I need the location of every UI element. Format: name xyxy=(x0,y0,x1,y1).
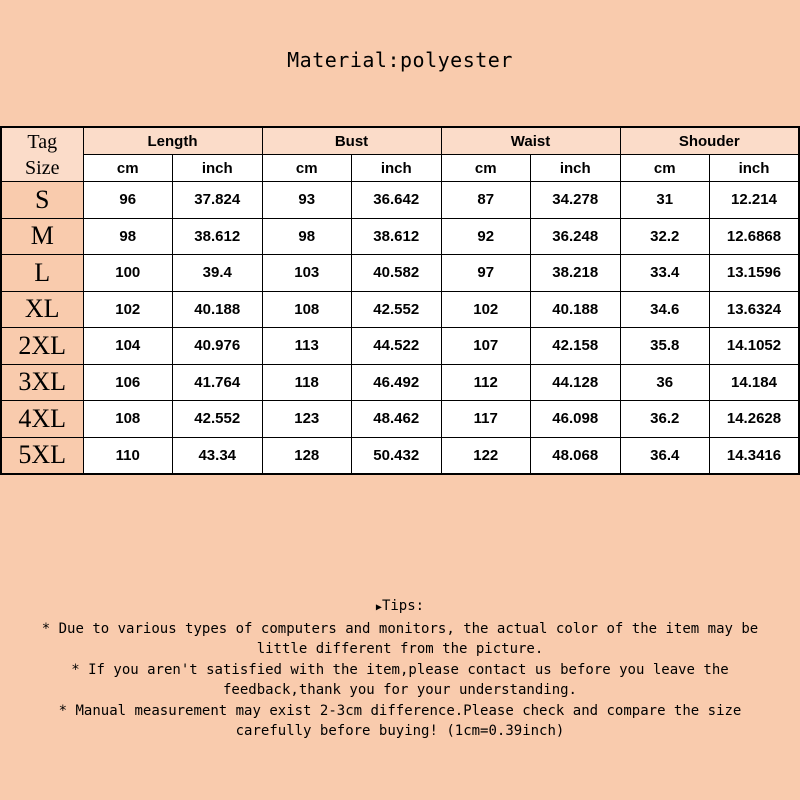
shoulder-cm-cell: 36 xyxy=(620,364,710,401)
unit-inch: inch xyxy=(710,155,800,182)
waist-inch-cell: 44.128 xyxy=(531,364,621,401)
size-label: 5XL xyxy=(1,437,83,474)
length-cm-cell: 102 xyxy=(83,291,173,328)
bust-cm-cell: 118 xyxy=(262,364,352,401)
size-label: XL xyxy=(1,291,83,328)
length-inch-cell: 40.976 xyxy=(173,328,263,365)
tip-line: feedback,thank you for your understanding. xyxy=(222,682,577,698)
length-cm-cell: 108 xyxy=(83,401,173,438)
shoulder-header: Shouder xyxy=(620,127,799,155)
waist-cm-cell: 102 xyxy=(441,291,531,328)
bust-inch-cell: 50.432 xyxy=(352,437,442,474)
shoulder-inch-cell: 12.214 xyxy=(710,182,800,219)
length-cm-cell: 106 xyxy=(83,364,173,401)
tag-label: Tag xyxy=(27,130,58,153)
table-row xyxy=(1,291,799,328)
table-row xyxy=(1,328,799,365)
length-inch-cell: 38.612 xyxy=(173,218,263,255)
bust-inch-cell: 46.492 xyxy=(352,364,442,401)
table-row xyxy=(1,364,799,401)
length-cm-cell: 104 xyxy=(83,328,173,365)
bust-header: Bust xyxy=(262,127,441,155)
waist-inch-cell: 40.188 xyxy=(531,291,621,328)
length-inch-cell: 41.764 xyxy=(173,364,263,401)
length-cm-cell: 100 xyxy=(83,255,173,292)
waist-cm-cell: 112 xyxy=(441,364,531,401)
waist-header: Waist xyxy=(441,127,620,155)
shoulder-inch-cell: 14.2628 xyxy=(710,401,800,438)
shoulder-inch-cell: 14.1052 xyxy=(710,328,800,365)
tip-line: carefully before buying! (1cm=0.39inch) xyxy=(235,723,565,739)
length-inch-cell: 42.552 xyxy=(173,401,263,438)
length-inch-cell: 43.34 xyxy=(173,437,263,474)
table-row xyxy=(1,437,799,474)
waist-cm-cell: 87 xyxy=(441,182,531,219)
size-label: S xyxy=(1,182,83,219)
bust-cm-cell: 103 xyxy=(262,255,352,292)
shoulder-cm-cell: 32.2 xyxy=(620,218,710,255)
length-inch-cell: 40.188 xyxy=(173,291,263,328)
size-label: M xyxy=(1,218,83,255)
waist-inch-cell: 34.278 xyxy=(531,182,621,219)
tips-title xyxy=(0,596,800,619)
bust-cm-cell: 113 xyxy=(262,328,352,365)
tip-line: * Due to various types of computers and monitors, the actual color of the item may be xyxy=(41,620,759,637)
waist-inch-cell: 46.098 xyxy=(531,401,621,438)
unit-cm: cm xyxy=(441,155,531,182)
bust-cm-cell: 128 xyxy=(262,437,352,474)
length-inch-cell: 39.4 xyxy=(173,255,263,292)
tip-line: * If you aren't satisfied with the item,please contact us before you leave the xyxy=(71,661,729,678)
length-cm-cell: 98 xyxy=(83,218,173,255)
shoulder-cm-cell: 34.6 xyxy=(620,291,710,328)
tip-line: * Manual measurement may exist 2-3cm difference.Please check and compare the size xyxy=(58,702,742,719)
tip-line: little different from the picture. xyxy=(256,641,544,657)
waist-cm-cell: 107 xyxy=(441,328,531,365)
size-chart-table xyxy=(0,126,800,475)
tips-title-text: Tips: xyxy=(381,598,425,614)
bust-inch-cell: 38.612 xyxy=(352,218,442,255)
material-label: Material:polyester xyxy=(287,48,513,72)
bust-inch-cell: 36.642 xyxy=(352,182,442,219)
unit-inch: inch xyxy=(173,155,263,182)
bust-cm-cell: 123 xyxy=(262,401,352,438)
table-row xyxy=(1,182,799,219)
waist-cm-cell: 97 xyxy=(441,255,531,292)
size-rows xyxy=(1,182,799,475)
waist-inch-cell: 38.218 xyxy=(531,255,621,292)
shoulder-inch-cell: 14.3416 xyxy=(710,437,800,474)
tips-section xyxy=(0,596,800,742)
bust-inch-cell: 42.552 xyxy=(352,291,442,328)
size-label: 3XL xyxy=(1,364,83,401)
waist-cm-cell: 117 xyxy=(441,401,531,438)
size-label-header: Size xyxy=(25,156,60,179)
arrow-icon: ▶ xyxy=(375,602,382,613)
unit-inch: inch xyxy=(352,155,442,182)
unit-cm: cm xyxy=(620,155,710,182)
unit-cm: cm xyxy=(262,155,352,182)
table-row xyxy=(1,255,799,292)
unit-header-row xyxy=(1,155,799,182)
bust-cm-cell: 93 xyxy=(262,182,352,219)
shoulder-inch-cell: 14.184 xyxy=(710,364,800,401)
unit-inch: inch xyxy=(531,155,621,182)
waist-inch-cell: 42.158 xyxy=(531,328,621,365)
shoulder-inch-cell: 13.6324 xyxy=(710,291,800,328)
bust-cm-cell: 108 xyxy=(262,291,352,328)
waist-cm-cell: 92 xyxy=(441,218,531,255)
size-label: 4XL xyxy=(1,401,83,438)
length-cm-cell: 110 xyxy=(83,437,173,474)
shoulder-inch-cell: 12.6868 xyxy=(710,218,800,255)
length-header: Length xyxy=(83,127,262,155)
length-inch-cell: 37.824 xyxy=(173,182,263,219)
bust-inch-cell: 40.582 xyxy=(352,255,442,292)
length-cm-cell: 96 xyxy=(83,182,173,219)
bust-inch-cell: 48.462 xyxy=(352,401,442,438)
measurement-group-header xyxy=(1,127,799,155)
size-label: L xyxy=(1,255,83,292)
shoulder-cm-cell: 36.2 xyxy=(620,401,710,438)
unit-cm: cm xyxy=(83,155,173,182)
shoulder-cm-cell: 35.8 xyxy=(620,328,710,365)
table-row xyxy=(1,218,799,255)
shoulder-cm-cell: 36.4 xyxy=(620,437,710,474)
bust-inch-cell: 44.522 xyxy=(352,328,442,365)
shoulder-cm-cell: 33.4 xyxy=(620,255,710,292)
waist-cm-cell: 122 xyxy=(441,437,531,474)
bust-cm-cell: 98 xyxy=(262,218,352,255)
shoulder-cm-cell: 31 xyxy=(620,182,710,219)
table-row xyxy=(1,401,799,438)
waist-inch-cell: 36.248 xyxy=(531,218,621,255)
shoulder-inch-cell: 13.1596 xyxy=(710,255,800,292)
size-label: 2XL xyxy=(1,328,83,365)
waist-inch-cell: 48.068 xyxy=(531,437,621,474)
tag-size-header xyxy=(1,127,83,182)
